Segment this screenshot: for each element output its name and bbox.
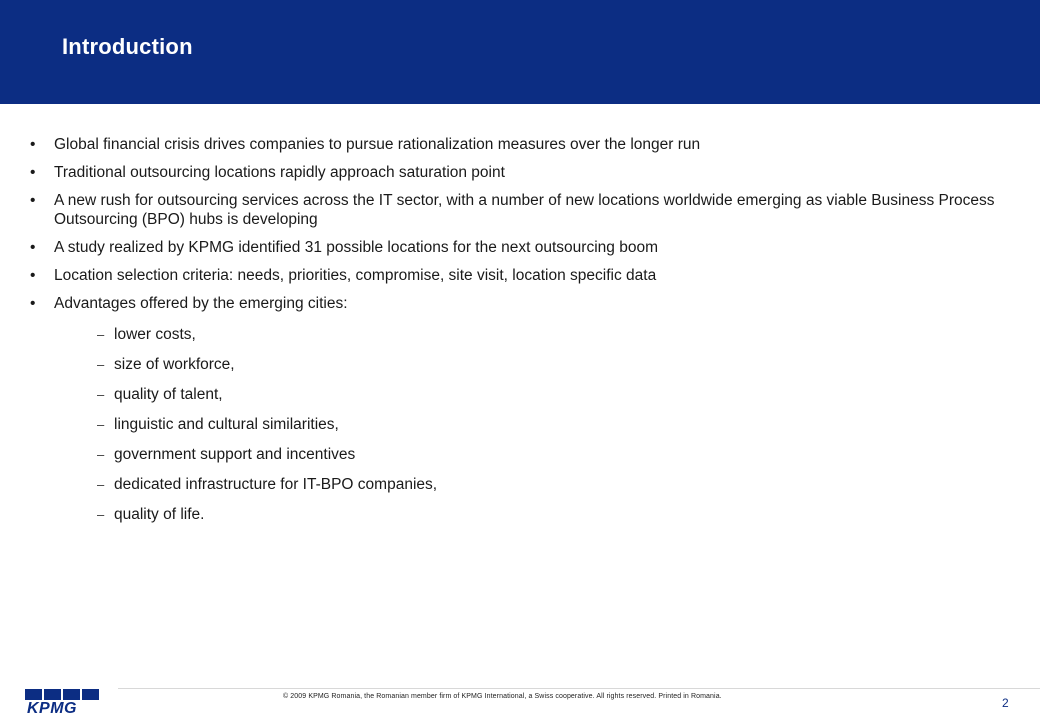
- sub-bullet-text: quality of life.: [114, 506, 205, 523]
- bullet-text: A new rush for outsourcing services across the IT sector, with a number of new locations worldwide emerging as viable Business Process Outsourcing (BPO) hubs is developing: [54, 192, 995, 228]
- footer-divider: [118, 688, 1040, 689]
- bullet-item: [30, 191, 1005, 229]
- sub-bullet-text: dedicated infrastructure for IT-BPO companies,: [114, 476, 438, 493]
- sub-bullet-item: [30, 505, 1005, 524]
- bullet-text: Advantages offered by the emerging cities:: [54, 295, 348, 312]
- slide-body: [30, 135, 1005, 535]
- logo-boxes-icon: [25, 689, 99, 700]
- bullet-dot-icon: •: [30, 295, 36, 312]
- sub-bullet-item: [30, 385, 1005, 404]
- bullet-text: Global financial crisis drives companies to pursue rationalization measures over the longer run: [54, 136, 701, 153]
- bullet-item: [30, 238, 1005, 257]
- kpmg-logo: [25, 689, 99, 717]
- slide-header: [0, 0, 1040, 104]
- bullet-dot-icon: •: [30, 136, 36, 153]
- logo-wordmark: KPMG: [27, 700, 77, 717]
- bullet-text: A study realized by KPMG identified 31 possible locations for the next outsourcing boom: [54, 239, 658, 256]
- bullet-item: [30, 135, 1005, 154]
- dash-icon: –: [97, 447, 105, 462]
- dash-icon: –: [97, 507, 105, 522]
- bullet-item: [30, 266, 1005, 285]
- bullet-dot-icon: •: [30, 239, 36, 256]
- slide-title: Introduction: [62, 34, 193, 59]
- bullet-dot-icon: •: [30, 192, 36, 209]
- sub-bullet-text: size of workforce,: [114, 356, 235, 373]
- bullet-dot-icon: •: [30, 164, 36, 181]
- dash-icon: –: [97, 387, 105, 402]
- sub-bullet-item: [30, 415, 1005, 434]
- bullet-text: Location selection criteria: needs, priorities, compromise, site visit, location specific data: [54, 267, 657, 284]
- dash-icon: –: [97, 327, 105, 342]
- sub-bullet-text: linguistic and cultural similarities,: [114, 416, 339, 433]
- page-number: 2: [1002, 696, 1009, 710]
- bullet-dot-icon: •: [30, 267, 36, 284]
- bullet-text: Traditional outsourcing locations rapidly approach saturation point: [54, 164, 505, 181]
- sub-bullet-item: [30, 445, 1005, 464]
- sub-bullet-item: [30, 355, 1005, 374]
- dash-icon: –: [97, 477, 105, 492]
- sub-bullet-text: lower costs,: [114, 326, 196, 343]
- sub-bullet-item: [30, 475, 1005, 494]
- bullet-item: [30, 163, 1005, 182]
- bullet-item: [30, 294, 1005, 313]
- dash-icon: –: [97, 357, 105, 372]
- dash-icon: –: [97, 417, 105, 432]
- sub-bullet-item: [30, 325, 1005, 344]
- copyright-notice: © 2009 KPMG Romania, the Romanian member firm of KPMG International, a Swiss cooperative. All rights reserved. Printed in Romania.: [283, 693, 722, 700]
- sub-bullet-text: government support and incentives: [114, 446, 356, 463]
- sub-bullet-text: quality of talent,: [114, 386, 223, 403]
